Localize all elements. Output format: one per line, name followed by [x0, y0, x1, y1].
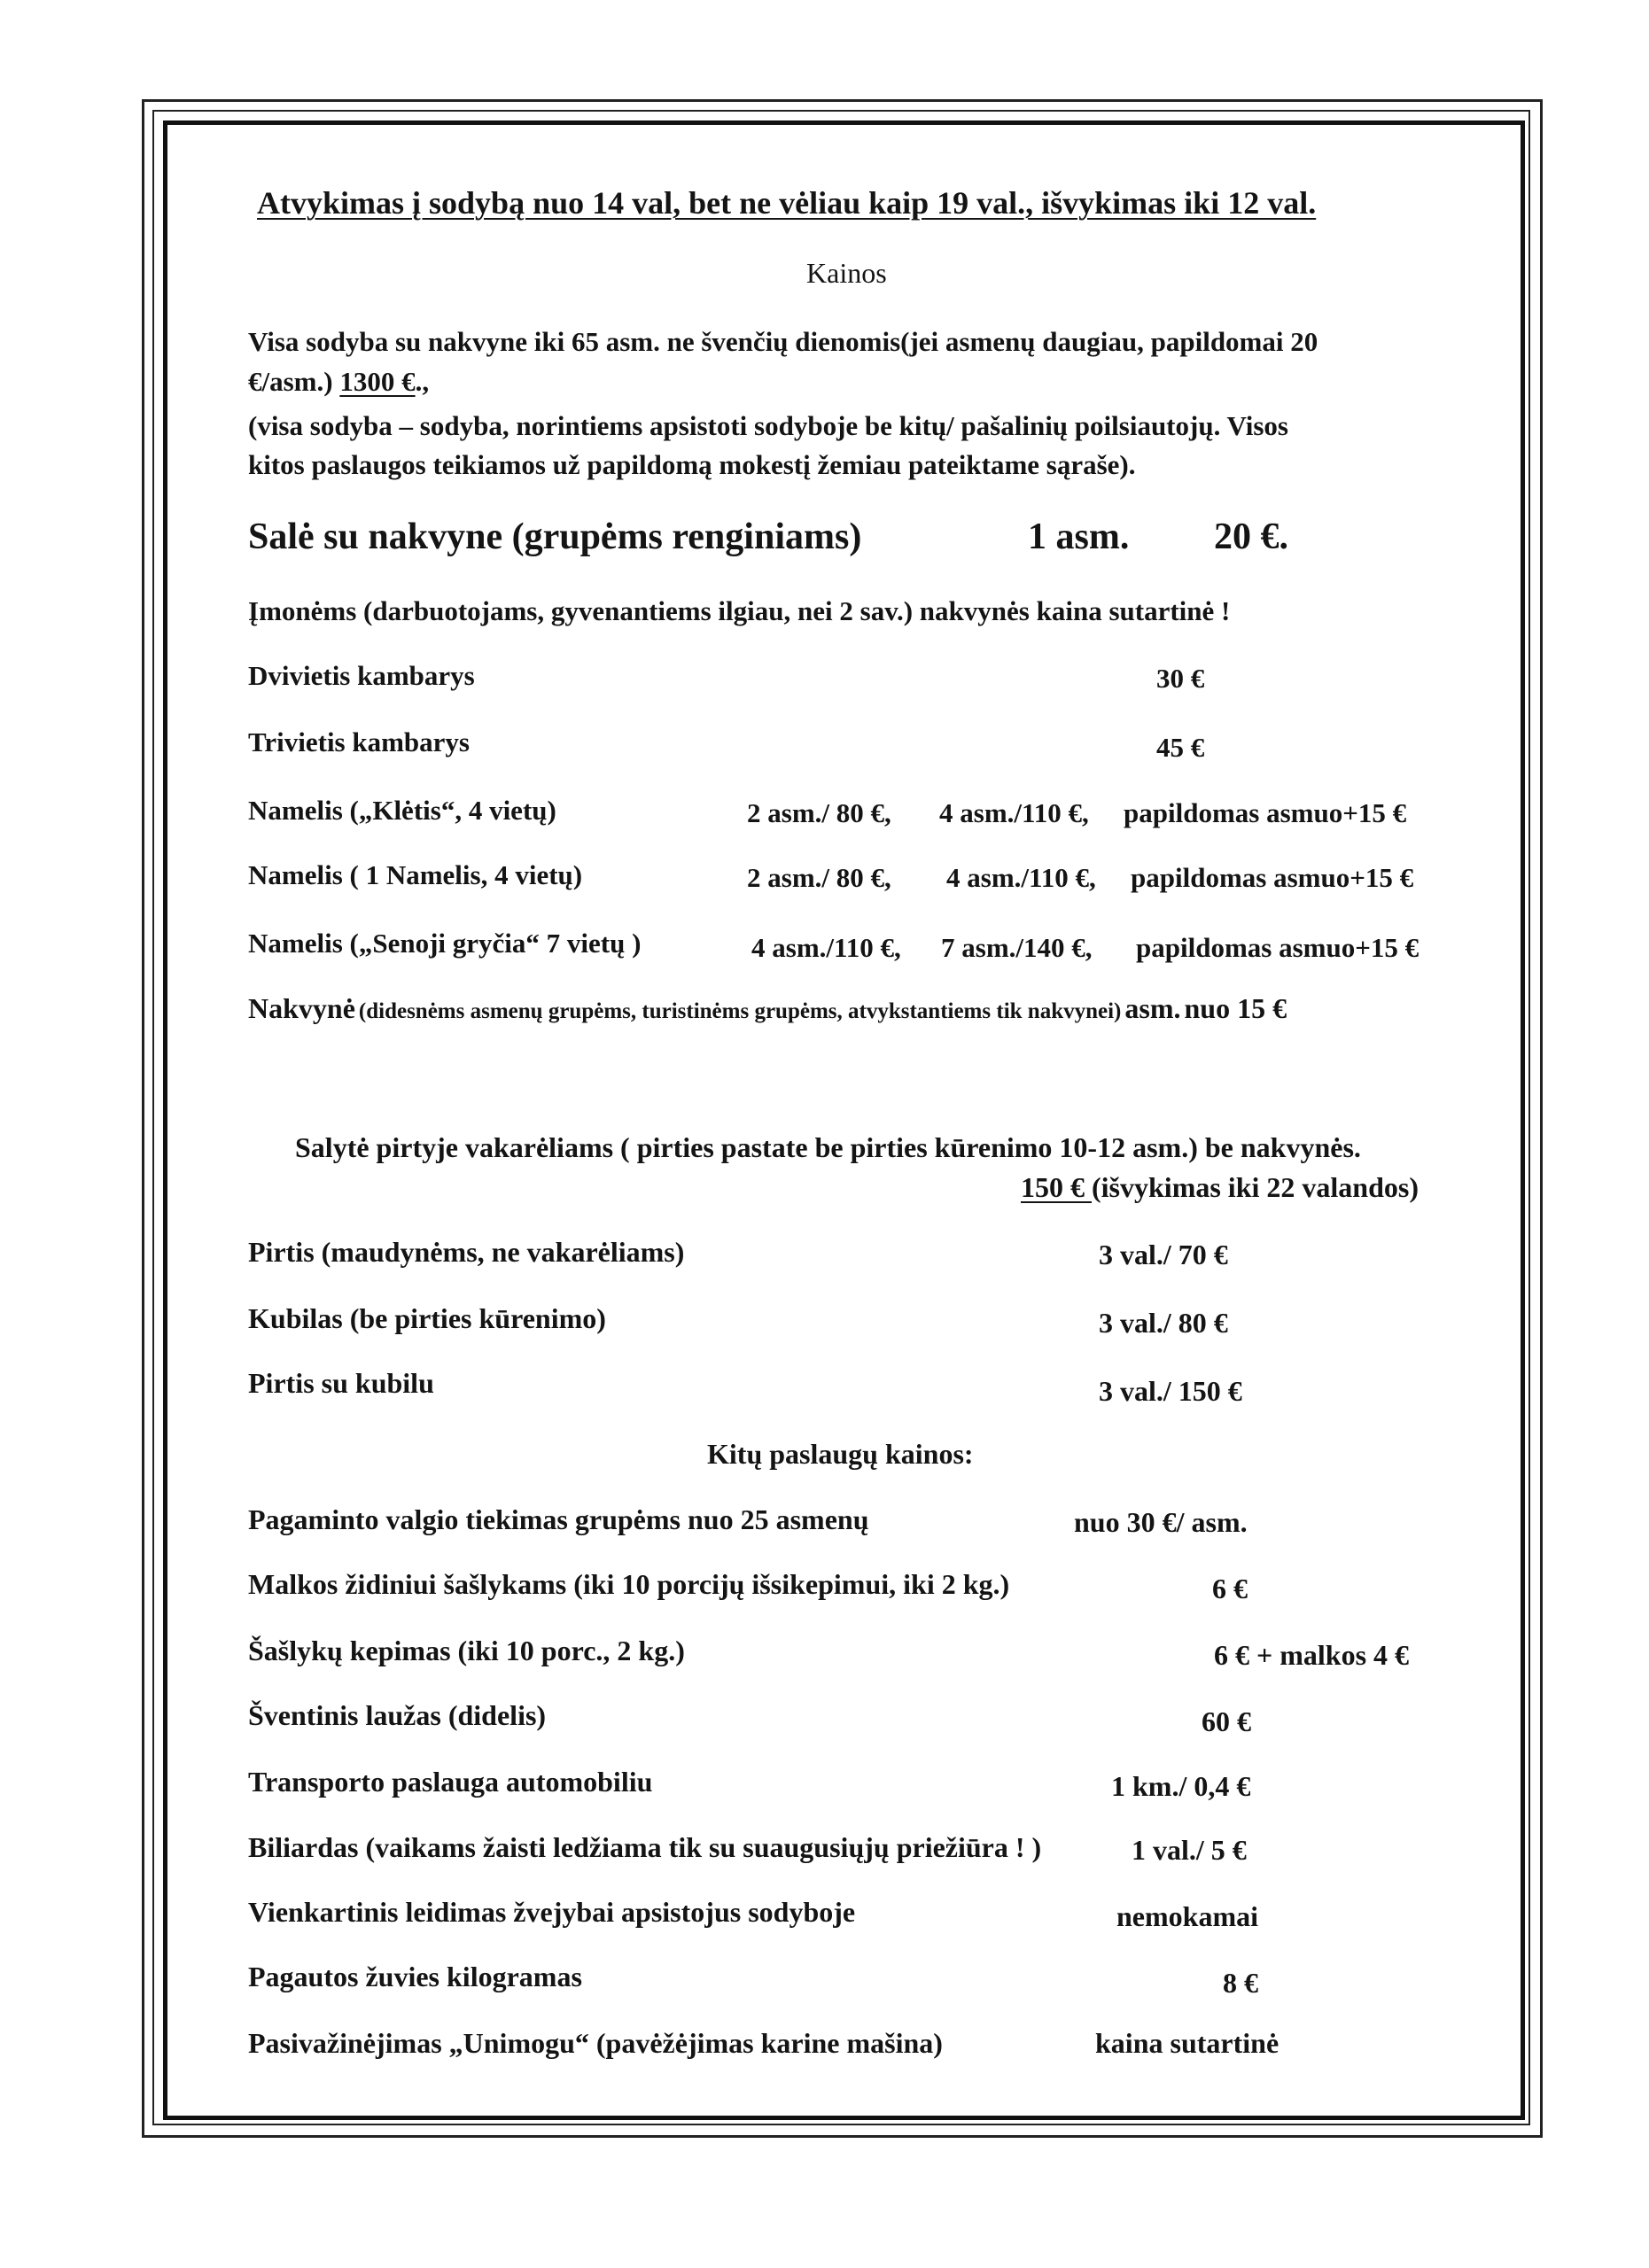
- room-price: 30 €: [1156, 663, 1205, 694]
- cabin-label: Namelis („Klėtis“, 4 vietų): [248, 795, 556, 826]
- service-price: nuo 30 €/ asm.: [1074, 1506, 1248, 1538]
- cabin-price-1: 2 asm./ 80 €,: [747, 797, 891, 828]
- room-price: 45 €: [1156, 732, 1205, 763]
- service-price: 1 km./ 0,4 €: [1111, 1770, 1251, 1802]
- service-price: 6 € + malkos 4 €: [1214, 1639, 1410, 1671]
- whole-price: 1300 €: [339, 366, 416, 397]
- cabin-price-3: papildomas asmuo+15 €: [1124, 797, 1407, 828]
- service-label: Vienkartinis leidimas žvejybai apsistojus sodyboje: [248, 1896, 856, 1928]
- service-label: Šašlykų kepimas (iki 10 porc., 2 kg.): [248, 1635, 685, 1666]
- cabin-label: Namelis („Senoji gryčia“ 7 vietų ): [248, 928, 642, 959]
- cabin-price-1: 4 asm./110 €,: [751, 932, 901, 963]
- sauna-price: 3 val./ 70 €: [1099, 1239, 1228, 1270]
- cabin-price-3: papildomas asmuo+15 €: [1136, 932, 1420, 963]
- service-label: Transporto paslauga automobiliu: [248, 1766, 653, 1798]
- sauna-label: Pirtis su kubilu: [248, 1367, 434, 1399]
- arrival-rules: Atvykimas į sodybą nuo 14 val, bet ne vėliau kaip 19 val., išvykimas iki 12 val.: [257, 185, 1317, 221]
- whole-line-4: kitos paslaugos teikiamos už papildomą mokestį žemiau pateiktame sąraše).: [248, 449, 1136, 480]
- service-label: Pagautos žuvies kilogramas: [248, 1961, 582, 1992]
- sauna-label: Pirtis (maudynėms, ne vakarėliams): [248, 1236, 685, 1268]
- cabin-price-1: 2 asm./ 80 €,: [747, 862, 891, 893]
- hall-price: 20 €.: [1214, 517, 1288, 557]
- cabin-price-2: 4 asm./110 €,: [939, 797, 1089, 828]
- sauna-hall-price-row: 150 € (išvykimas iki 22 valandos): [1021, 1171, 1419, 1203]
- service-price: nemokamai: [1116, 1900, 1258, 1932]
- companies-note: Įmonėms (darbuotojams, gyvenantiems ilgiau, nei 2 sav.) nakvynės kaina sutartinė !: [248, 595, 1231, 626]
- cabin-label: Namelis ( 1 Namelis, 4 vietų): [248, 859, 583, 890]
- sauna-price: 3 val./ 80 €: [1099, 1307, 1228, 1339]
- service-price: 6 €: [1212, 1573, 1248, 1604]
- service-price: 60 €: [1202, 1705, 1251, 1737]
- cabin-price-3: papildomas asmuo+15 €: [1131, 862, 1414, 893]
- lodging-row: Nakvynė (didesnėms asmenų grupėms, turistinėms grupėms, atvykstantiems tik nakvynei) asm. nuo 15 €: [248, 992, 1287, 1024]
- service-price: kaina sutartinė: [1095, 2027, 1280, 2059]
- hall-label: Salė su nakvyne (grupėms renginiams): [248, 517, 862, 557]
- sauna-hall-line: Salytė pirtyje vakarėliams ( pirties pastate be pirties kūrenimo 10-12 asm.) be nakvynės.: [295, 1131, 1361, 1163]
- service-label: Pagaminto valgio tiekimas grupėms nuo 25 asmenų: [248, 1503, 869, 1535]
- room-label: Trivietis kambarys: [248, 726, 470, 757]
- sauna-price: 3 val./ 150 €: [1099, 1375, 1242, 1407]
- whole-line-1: Visa sodyba su nakvyne iki 65 asm. ne švenčių dienomis(jei asmenų daugiau, papildomai 20: [248, 326, 1318, 357]
- sauna-hall-price: 150 €: [1021, 1171, 1092, 1203]
- other-services-title: Kitų paslaugų kainos:: [707, 1438, 974, 1470]
- service-label: Malkos židiniui šašlykams (iki 10 porcijų išsikepimui, iki 2 kg.): [248, 1568, 1010, 1600]
- service-price: 8 €: [1223, 1967, 1258, 1999]
- cabin-price-2: 4 asm./110 €,: [946, 862, 1096, 893]
- sauna-label: Kubilas (be pirties kūrenimo): [248, 1302, 606, 1334]
- whole-line-2: €/asm.) 1300 €.,: [248, 366, 430, 397]
- hall-unit: 1 asm.: [1028, 517, 1130, 557]
- service-label: Šventinis laužas (didelis): [248, 1699, 547, 1731]
- room-label: Dvivietis kambarys: [248, 660, 475, 691]
- service-label: Biliardas (vaikams žaisti ledžiama tik su suaugusiųjų priežiūra ! ): [248, 1831, 1042, 1863]
- whole-line-3: (visa sodyba – sodyba, norintiems apsistoti sodyboje be kitų/ pašalinių poilsiautojų. Visos: [248, 410, 1288, 441]
- service-label: Pasivažinėjimas „Unimogu“ (pavėžėjimas karine mašina): [248, 2027, 943, 2059]
- page-title: Kainos: [806, 257, 887, 289]
- service-price: 1 val./ 5 €: [1132, 1834, 1247, 1866]
- cabin-price-2: 7 asm./140 €,: [941, 932, 1093, 963]
